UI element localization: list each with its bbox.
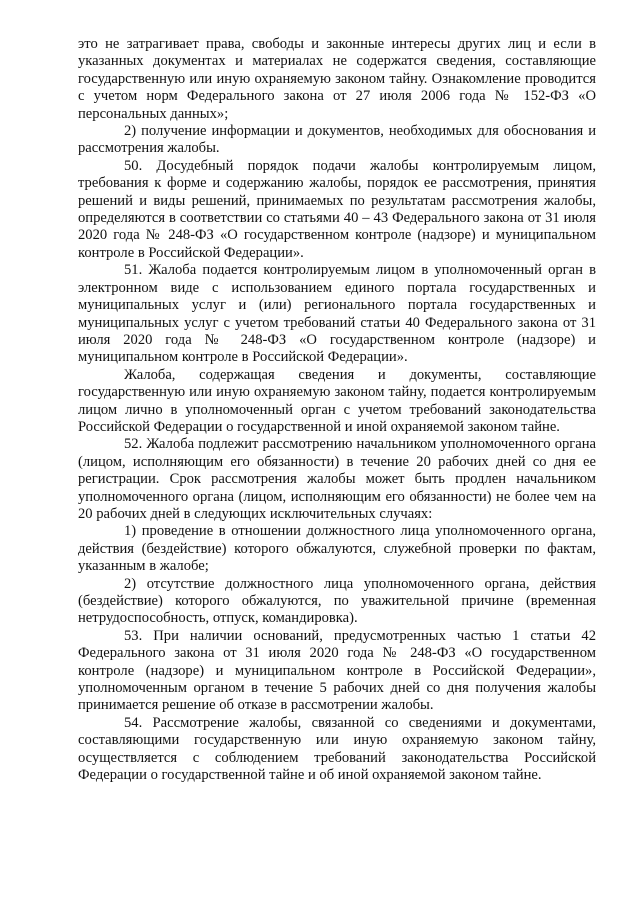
paragraph-section-50: 50. Досудебный порядок подачи жалобы контролируемым лицом, требования к форме и содержанию жалобы, порядок ее рассмотрения, принятия решений и виды решений, принимаемых по результатам рассмотрения жалобы, определяются в соответствии со статьями 40 – 43 Федерального закона от 31 июля 2020 года № 248-ФЗ «О государственном контроле (надзоре) и муниципальном контроле в Российской Федерации». bbox=[78, 157, 596, 261]
paragraph-section-53: 53. При наличии оснований, предусмотренных частью 1 статьи 42 Федерального закона от 31 июля 2020 года № 248-ФЗ «О государственном контроле (надзоре) и муниципальном контроле в Российской Федерации», уполномоченным органом в течение 5 рабочих дней со дня получения жалобы принимается решение об отказе в рассмотрении жалобы. bbox=[78, 627, 596, 714]
paragraph-section-51-secret: Жалоба, содержащая сведения и документы, составляющие государственную или иную охраняемую законом тайну, подается контролируемым лицом лично в уполномоченный орган с учетом требований законодательства Российской Федерации о государственной и иной охраняемой законом тайне. bbox=[78, 366, 596, 435]
paragraph-section-52-item-2: 2) отсутствие должностного лица уполномоченного органа, действия (бездействие) которого обжалуются, по уважительной причине (временная нетрудоспособность, отпуск, командировка). bbox=[78, 575, 596, 627]
paragraph-section-51: 51. Жалоба подается контролируемым лицом в уполномоченный орган в электронном виде с использованием единого портала государственных и муниципальных услуг и (или) регионального портала государственных и муниципальных услуг с учетом требований статьи 40 Федерального закона от 31 июля 2020 года № 248-ФЗ «О государственном контроле (надзоре) и муниципальном контроле в Российской Федерации». bbox=[78, 262, 596, 366]
document-page bbox=[78, 36, 596, 784]
paragraph-section-52: 52. Жалоба подлежит рассмотрению начальником уполномоченного органа (лицом, исполняющим его обязанности) в течение 20 рабочих дней со дня ее регистрации. Срок рассмотрения жалобы может быть продлен начальником уполномоченного органа (лицом, исполняющим его обязанности) не более чем на 20 рабочих дней в следующих исключительных случаях: bbox=[78, 436, 596, 522]
paragraph-section-54: 54. Рассмотрение жалобы, связанной со сведениями и документами, составляющими государственную или иную охраняемую законом тайну, осуществляется с соблюдением требований законодательства Российской Федерации о государственной тайне и об иной охраняемой законом тайне. bbox=[78, 714, 596, 784]
paragraph-item-2-info: 2) получение информации и документов, необходимых для обоснования и рассмотрения жалобы. bbox=[78, 123, 596, 157]
paragraph-section-52-item-1: 1) проведение в отношении должностного лица уполномоченного органа, действия (бездействие) которого обжалуются, служебной проверки по фактам, указанным в жалобе; bbox=[78, 523, 596, 575]
paragraph-continuation: это не затрагивает права, свободы и законные интересы других лиц и если в указанных документах и материалах не содержатся сведения, составляющие государственную или иную охраняемую законом тайну. Ознакомление проводится с учетом норм Федерального закона от 27 июля 2006 года № 152-ФЗ «О персональных данных»; bbox=[78, 36, 596, 122]
